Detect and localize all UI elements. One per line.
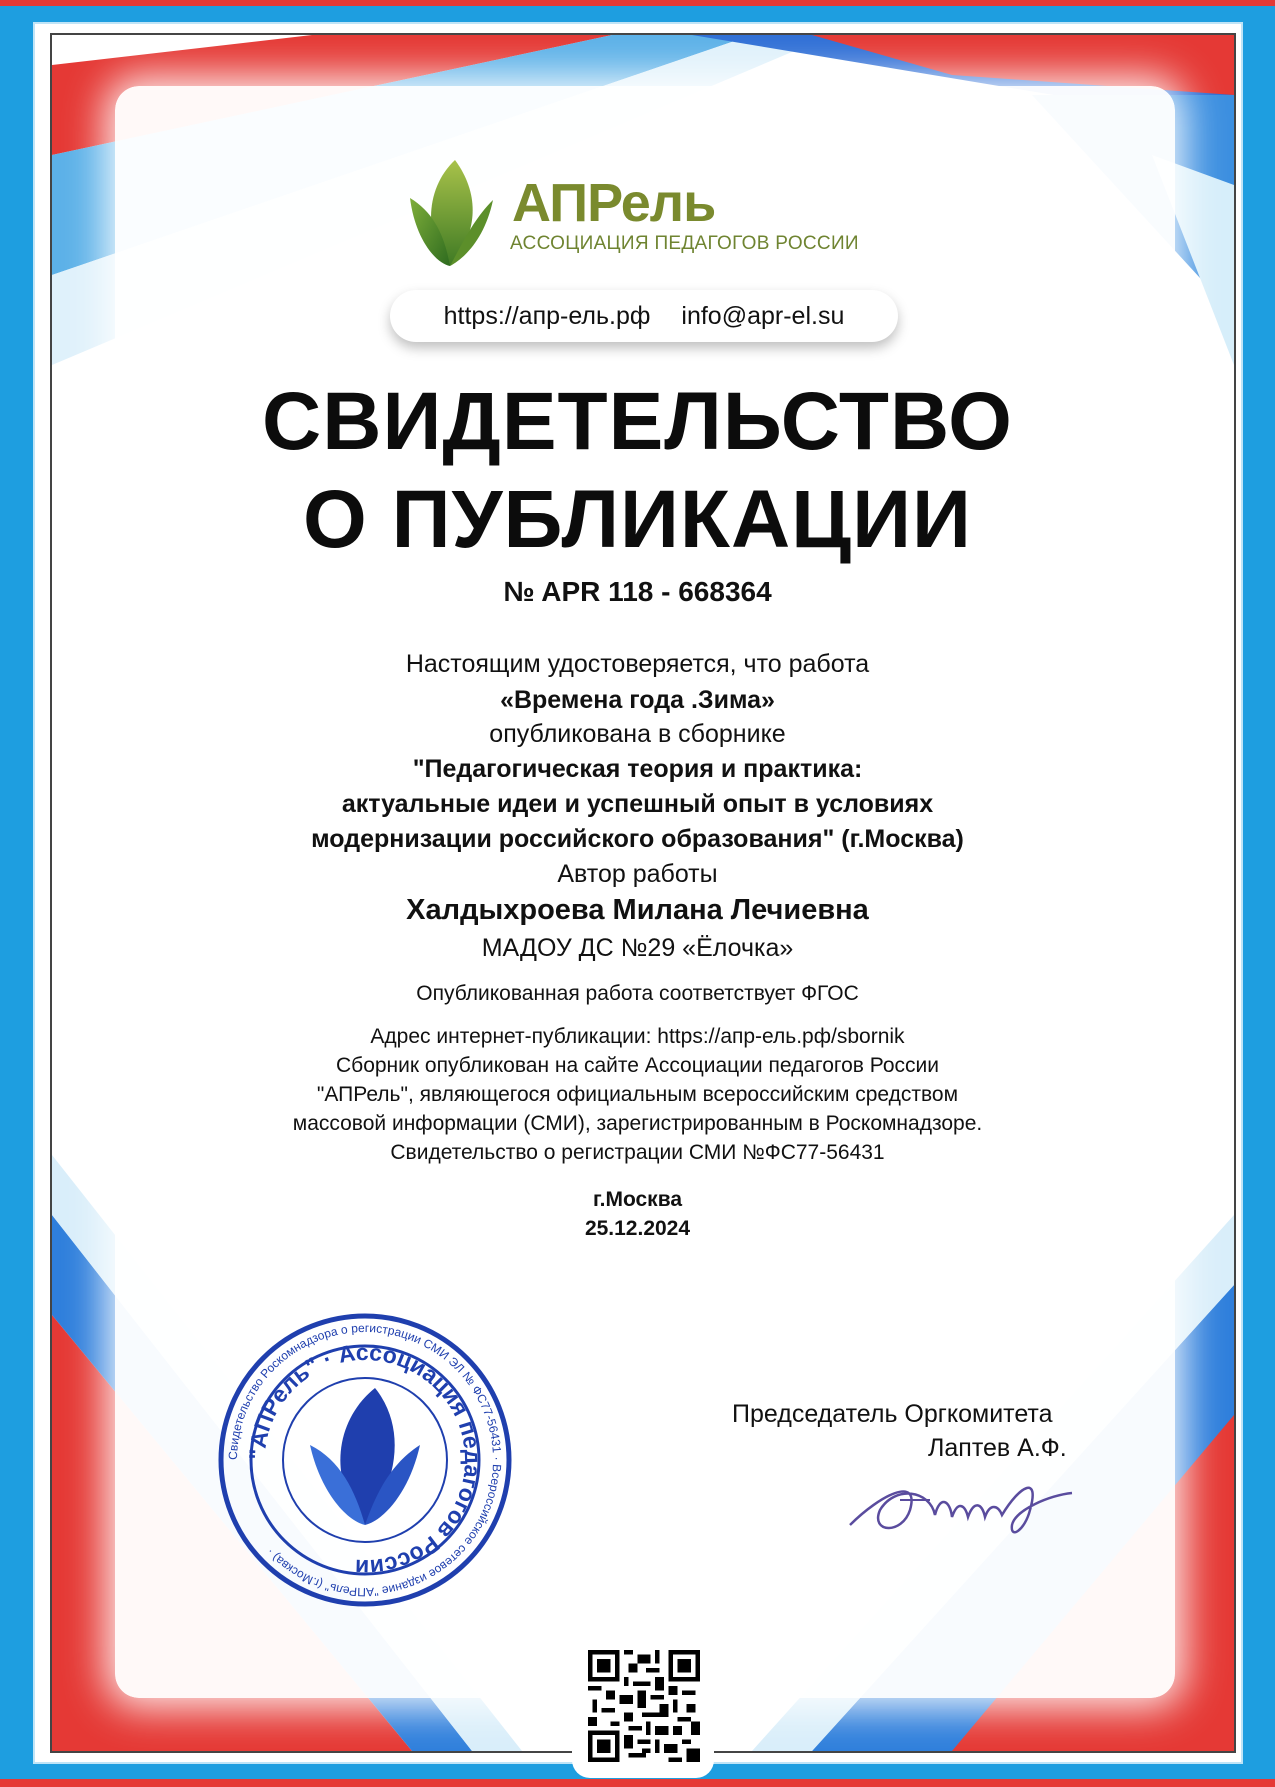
logo-title: АПРель (512, 173, 716, 233)
author-label: Автор работы (557, 860, 718, 888)
association-seal-stamp (215, 1310, 515, 1610)
seal-outer-text: Свидетельство Роскомнадзора о регистрации СМИ ЭЛ № ФС77-56431 · Всероссийское сетевое издание "АПРель" (г.Москва) · (225, 1320, 505, 1600)
signatory-position: Председатель Оргкомитета (732, 1400, 1053, 1428)
collection-title-line3: модернизации российского образования" (г.Москва) (311, 825, 964, 853)
handwritten-signature (840, 1455, 1080, 1550)
signatory-name: Лаптев А.Ф. (928, 1434, 1067, 1462)
email-link[interactable]: info@apr-el.su (681, 302, 845, 330)
info-line-4: Свидетельство о регистрации СМИ №ФС77-56431 (390, 1141, 885, 1164)
qr-code-icon[interactable] (588, 1650, 700, 1762)
publication-address: Адрес интернет-публикации: https://апр-ель.рф/sbornik (370, 1025, 905, 1048)
organization: МАДОУ ДС №29 «Ёлочка» (481, 934, 794, 962)
seal-inner-text: "АПРель" · Ассоциация педагогов России (243, 1338, 487, 1582)
logo-subtitle: АССОЦИАЦИЯ ПЕДАГОГОВ РОССИИ (510, 233, 859, 254)
work-title: «Времена года .Зима» (500, 686, 775, 714)
fgos-note: Опубликованная работа соответствует ФГОС (416, 982, 859, 1005)
collection-title-line1: "Педагогическая теория и практика: (412, 755, 863, 783)
intro-text: Настоящим удостоверяется, что работа (405, 650, 870, 678)
collection-title-line2: актуальные идеи и успешный опыт в условиях (341, 790, 934, 818)
info-line-3: массовой информации (СМИ), зарегистрированным в Роскомнадзоре. (292, 1112, 983, 1135)
author-name: Халдыхроева Милана Лечиевна (406, 894, 869, 926)
site-link[interactable]: https://апр-ель.рф (443, 302, 651, 330)
certificate-number: № APR 118 - 668364 (503, 576, 772, 607)
date: 25.12.2024 (584, 1217, 691, 1240)
info-line-1: Сборник опубликован на сайте Ассоциации педагогов России (336, 1054, 939, 1077)
info-line-2: "АПРель", являющегося официальным всероссийским средством (316, 1083, 959, 1106)
certificate-title-line1: СВИДЕТЕЛЬСТВО (262, 376, 1013, 467)
city: г.Москва (592, 1188, 683, 1211)
contacts-pill (390, 290, 898, 342)
certificate-title-line2: О ПУБЛИКАЦИИ (303, 474, 972, 565)
published-in-text: опубликована в сборнике (489, 720, 786, 748)
